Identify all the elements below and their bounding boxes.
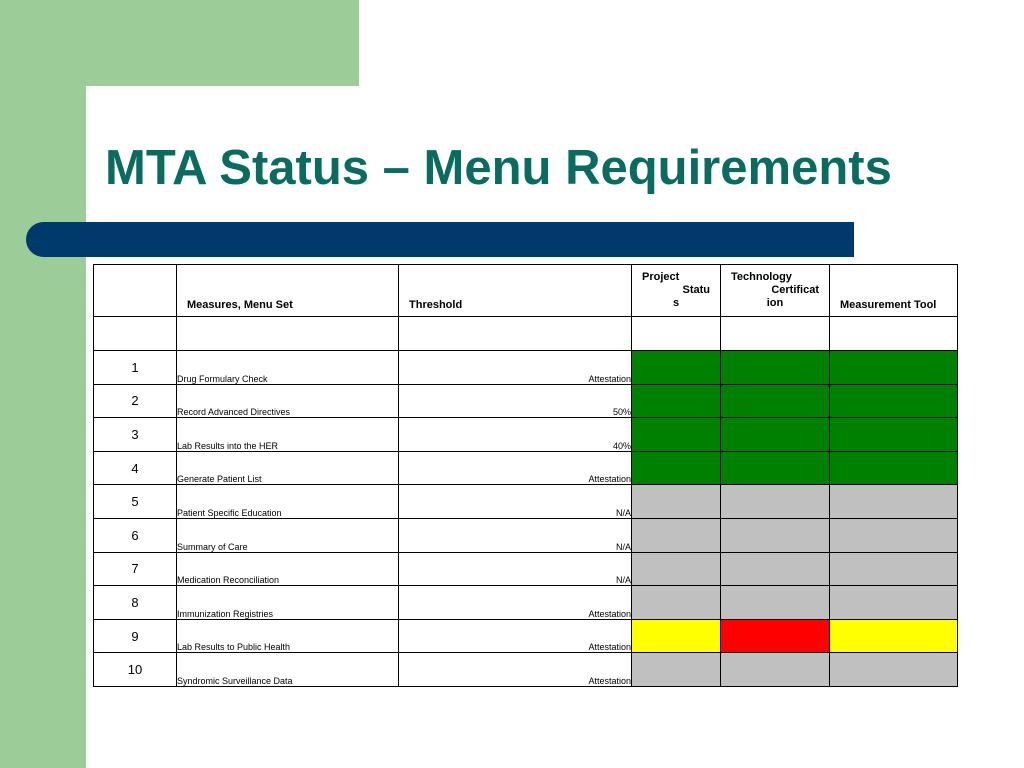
measure-name: Syndromic Surveillance Data <box>177 653 399 687</box>
row-number: 3 <box>94 418 177 452</box>
header-threshold: Threshold <box>399 265 632 317</box>
title-underline-bar <box>26 222 854 257</box>
measurement-tool-cell <box>830 619 958 653</box>
green-side-strip <box>0 0 86 768</box>
technology-certification-cell <box>721 351 830 385</box>
header-project-status: Project Statu s <box>632 265 721 317</box>
technology-certification-cell <box>721 619 830 653</box>
header-number <box>94 265 177 317</box>
technology-certification-cell <box>721 653 830 687</box>
table-row <box>94 586 958 620</box>
row-number: 4 <box>94 451 177 485</box>
measurement-tool-cell <box>830 485 958 519</box>
technology-certification-cell <box>721 518 830 552</box>
row-number: 10 <box>94 653 177 687</box>
technology-certification-cell <box>721 384 830 418</box>
table-row <box>94 518 958 552</box>
project-status-cell <box>632 384 721 418</box>
measurement-tool-cell <box>830 518 958 552</box>
project-status-cell <box>632 619 721 653</box>
measure-name: Drug Formulary Check <box>177 351 399 385</box>
threshold-value: Attestation <box>399 351 632 385</box>
project-status-cell <box>632 351 721 385</box>
table-row <box>94 619 958 653</box>
technology-certification-cell <box>721 418 830 452</box>
row-number: 2 <box>94 384 177 418</box>
table-row <box>94 485 958 519</box>
row-number: 9 <box>94 619 177 653</box>
table-row <box>94 418 958 452</box>
measurement-tool-cell <box>830 418 958 452</box>
header-measures: Measures, Menu Set <box>177 265 399 317</box>
measure-name: Generate Patient List <box>177 451 399 485</box>
measurement-tool-cell <box>830 384 958 418</box>
measure-name: Patient Specific Education <box>177 485 399 519</box>
project-status-cell <box>632 653 721 687</box>
threshold-value: Attestation <box>399 451 632 485</box>
green-top-block <box>0 0 359 86</box>
project-status-cell <box>632 552 721 586</box>
measure-name: Immunization Registries <box>177 586 399 620</box>
threshold-value: N/A <box>399 518 632 552</box>
technology-certification-cell <box>721 586 830 620</box>
threshold-value: Attestation <box>399 653 632 687</box>
threshold-value: N/A <box>399 485 632 519</box>
threshold-value: Attestation <box>399 619 632 653</box>
requirements-table <box>93 264 958 687</box>
project-status-cell <box>632 451 721 485</box>
measurement-tool-cell <box>830 451 958 485</box>
technology-certification-cell <box>721 451 830 485</box>
measure-name: Summary of Care <box>177 518 399 552</box>
technology-certification-cell <box>721 485 830 519</box>
measurement-tool-cell <box>830 653 958 687</box>
measure-name: Lab Results to Public Health <box>177 619 399 653</box>
measure-name: Record Advanced Directives <box>177 384 399 418</box>
measurement-tool-cell <box>830 586 958 620</box>
table-row <box>94 351 958 385</box>
threshold-value: 40% <box>399 418 632 452</box>
measure-name: Medication Reconciliation <box>177 552 399 586</box>
project-status-cell <box>632 485 721 519</box>
table-row <box>94 451 958 485</box>
threshold-value: 50% <box>399 384 632 418</box>
measurement-tool-cell <box>830 552 958 586</box>
threshold-value: Attestation <box>399 586 632 620</box>
header-measurement-tool: Measurement Tool <box>830 265 958 317</box>
table-row <box>94 552 958 586</box>
row-number: 8 <box>94 586 177 620</box>
measure-name: Lab Results into the HER <box>177 418 399 452</box>
project-status-cell <box>632 586 721 620</box>
row-number: 6 <box>94 518 177 552</box>
technology-certification-cell <box>721 552 830 586</box>
header-row <box>94 265 958 317</box>
project-status-cell <box>632 418 721 452</box>
threshold-value: N/A <box>399 552 632 586</box>
project-status-cell <box>632 518 721 552</box>
row-number: 1 <box>94 351 177 385</box>
measurement-tool-cell <box>830 351 958 385</box>
row-number: 7 <box>94 552 177 586</box>
slide-title: MTA Status – Menu Requirements <box>105 141 892 195</box>
blank-row <box>94 317 958 351</box>
table-row <box>94 384 958 418</box>
row-number: 5 <box>94 485 177 519</box>
header-technology-certification: Technology Certificat ion <box>721 265 830 317</box>
table-row <box>94 653 958 687</box>
